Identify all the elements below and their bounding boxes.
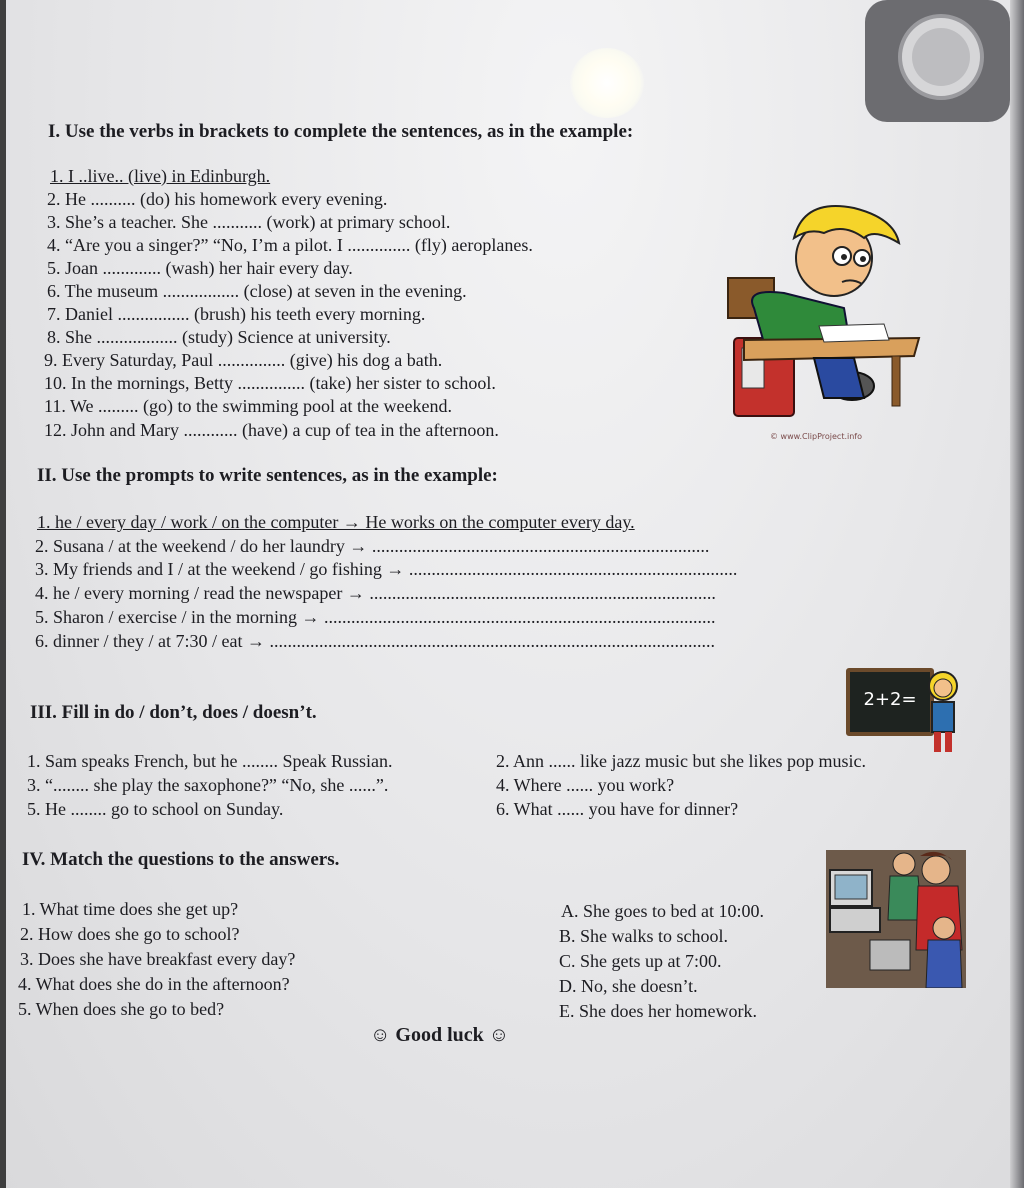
s1-item-12: 12. John and Mary ............ (have) a cup of tea in the afternoon. [44,420,499,440]
s1-item-1: 1. I ..live.. (live) in Edinburgh. [50,166,271,186]
s4-question-5: 5. When does she go to bed? [18,999,225,1019]
section-3-heading: III. Fill in do / don’t, does / doesn’t. [30,702,317,723]
s4-question-2: 2. How does she go to school? [20,924,240,944]
s3-item-3: 3. “........ she play the saxophone?” “No, she ......”. [27,775,389,795]
blackboard-illustration: 2+2= [846,668,934,736]
s3-item-2: 2. Ann ...... like jazz music but she likes pop music. [496,751,866,771]
s2-item-3: 3. My friends and I / at the weekend / go fishing → ......................................................................... [35,559,738,579]
s2-item-1: 1. he / every day / work / on the computer → He works on the computer every day. [37,512,635,532]
device-edge-left [0,0,6,1188]
s4-answer-c: C. She gets up at 7:00. [559,951,722,971]
s1-item-4: 4. “Are you a singer?” “No, I’m a pilot. I .............. (fly) aeroplanes. [47,235,533,255]
s2-item-6: 6. dinner / they / at 7:30 / eat → ................................................................................................... [35,631,715,651]
s4-answer-e: E. She does her homework. [559,1001,757,1021]
s2-item-2: 2. Susana / at the weekend / do her laundry → ........................................................................... [35,536,710,556]
good-luck-footer: ☺ Good luck ☺ [370,1024,510,1046]
s1-item-5: 5. Joan ............. (wash) her hair every day. [47,258,353,278]
device-edge-right [1010,0,1024,1188]
s3-item-1: 1. Sam speaks French, but he ........ Speak Russian. [27,751,393,771]
clipart-credit: © www.ClipProject.info [770,432,863,441]
s4-answer-a: A. She goes to bed at 10:00. [561,901,764,921]
s1-item-11: 11. We ......... (go) to the swimming pool at the weekend. [44,396,452,416]
s3-item-4: 4. Where ...... you work? [496,775,675,795]
s1-item-9: 9. Every Saturday, Paul ............... (give) his dog a bath. [44,350,443,370]
section-4-heading: IV. Match the questions to the answers. [22,849,340,870]
s1-item-8: 8. She .................. (study) Science at university. [47,327,391,347]
s4-answer-d: D. No, she doesn’t. [559,976,698,996]
girl-at-board-illustration [918,668,968,758]
s4-question-4: 4. What does she do in the afternoon? [18,974,290,994]
floating-assistive-button[interactable] [865,0,1010,122]
kids-at-computer-illustration [826,850,966,988]
s3-item-6: 6. What ...... you have for dinner? [496,799,739,819]
s1-item-2: 2. He .......... (do) his homework every evening. [47,189,388,209]
light-glare [570,48,644,118]
assistive-center-icon [912,28,970,86]
s1-item-10: 10. In the mornings, Betty ............... (take) her sister to school. [44,373,496,393]
section-2-heading: II. Use the prompts to write sentences, as in the example: [37,465,498,486]
s2-item-4: 4. he / every morning / read the newspaper → ............................................................................. [35,583,716,603]
s1-item-6: 6. The museum ................. (close) at seven in the evening. [47,281,467,301]
s4-question-1: 1. What time does she get up? [22,899,239,919]
s1-item-3: 3. She’s a teacher. She ........... (work) at primary school. [47,212,451,232]
s3-item-5: 5. He ........ go to school on Sunday. [27,799,284,819]
s2-item-5: 5. Sharon / exercise / in the morning → ....................................................................................... [35,607,716,627]
s4-answer-b: B. She walks to school. [559,926,728,946]
s1-item-7: 7. Daniel ................ (brush) his teeth every morning. [47,304,426,324]
boy-at-desk-illustration [724,198,924,428]
s4-question-3: 3. Does she have breakfast every day? [20,949,296,969]
section-1-heading: I. Use the verbs in brackets to complete the sentences, as in the example: [48,121,634,142]
